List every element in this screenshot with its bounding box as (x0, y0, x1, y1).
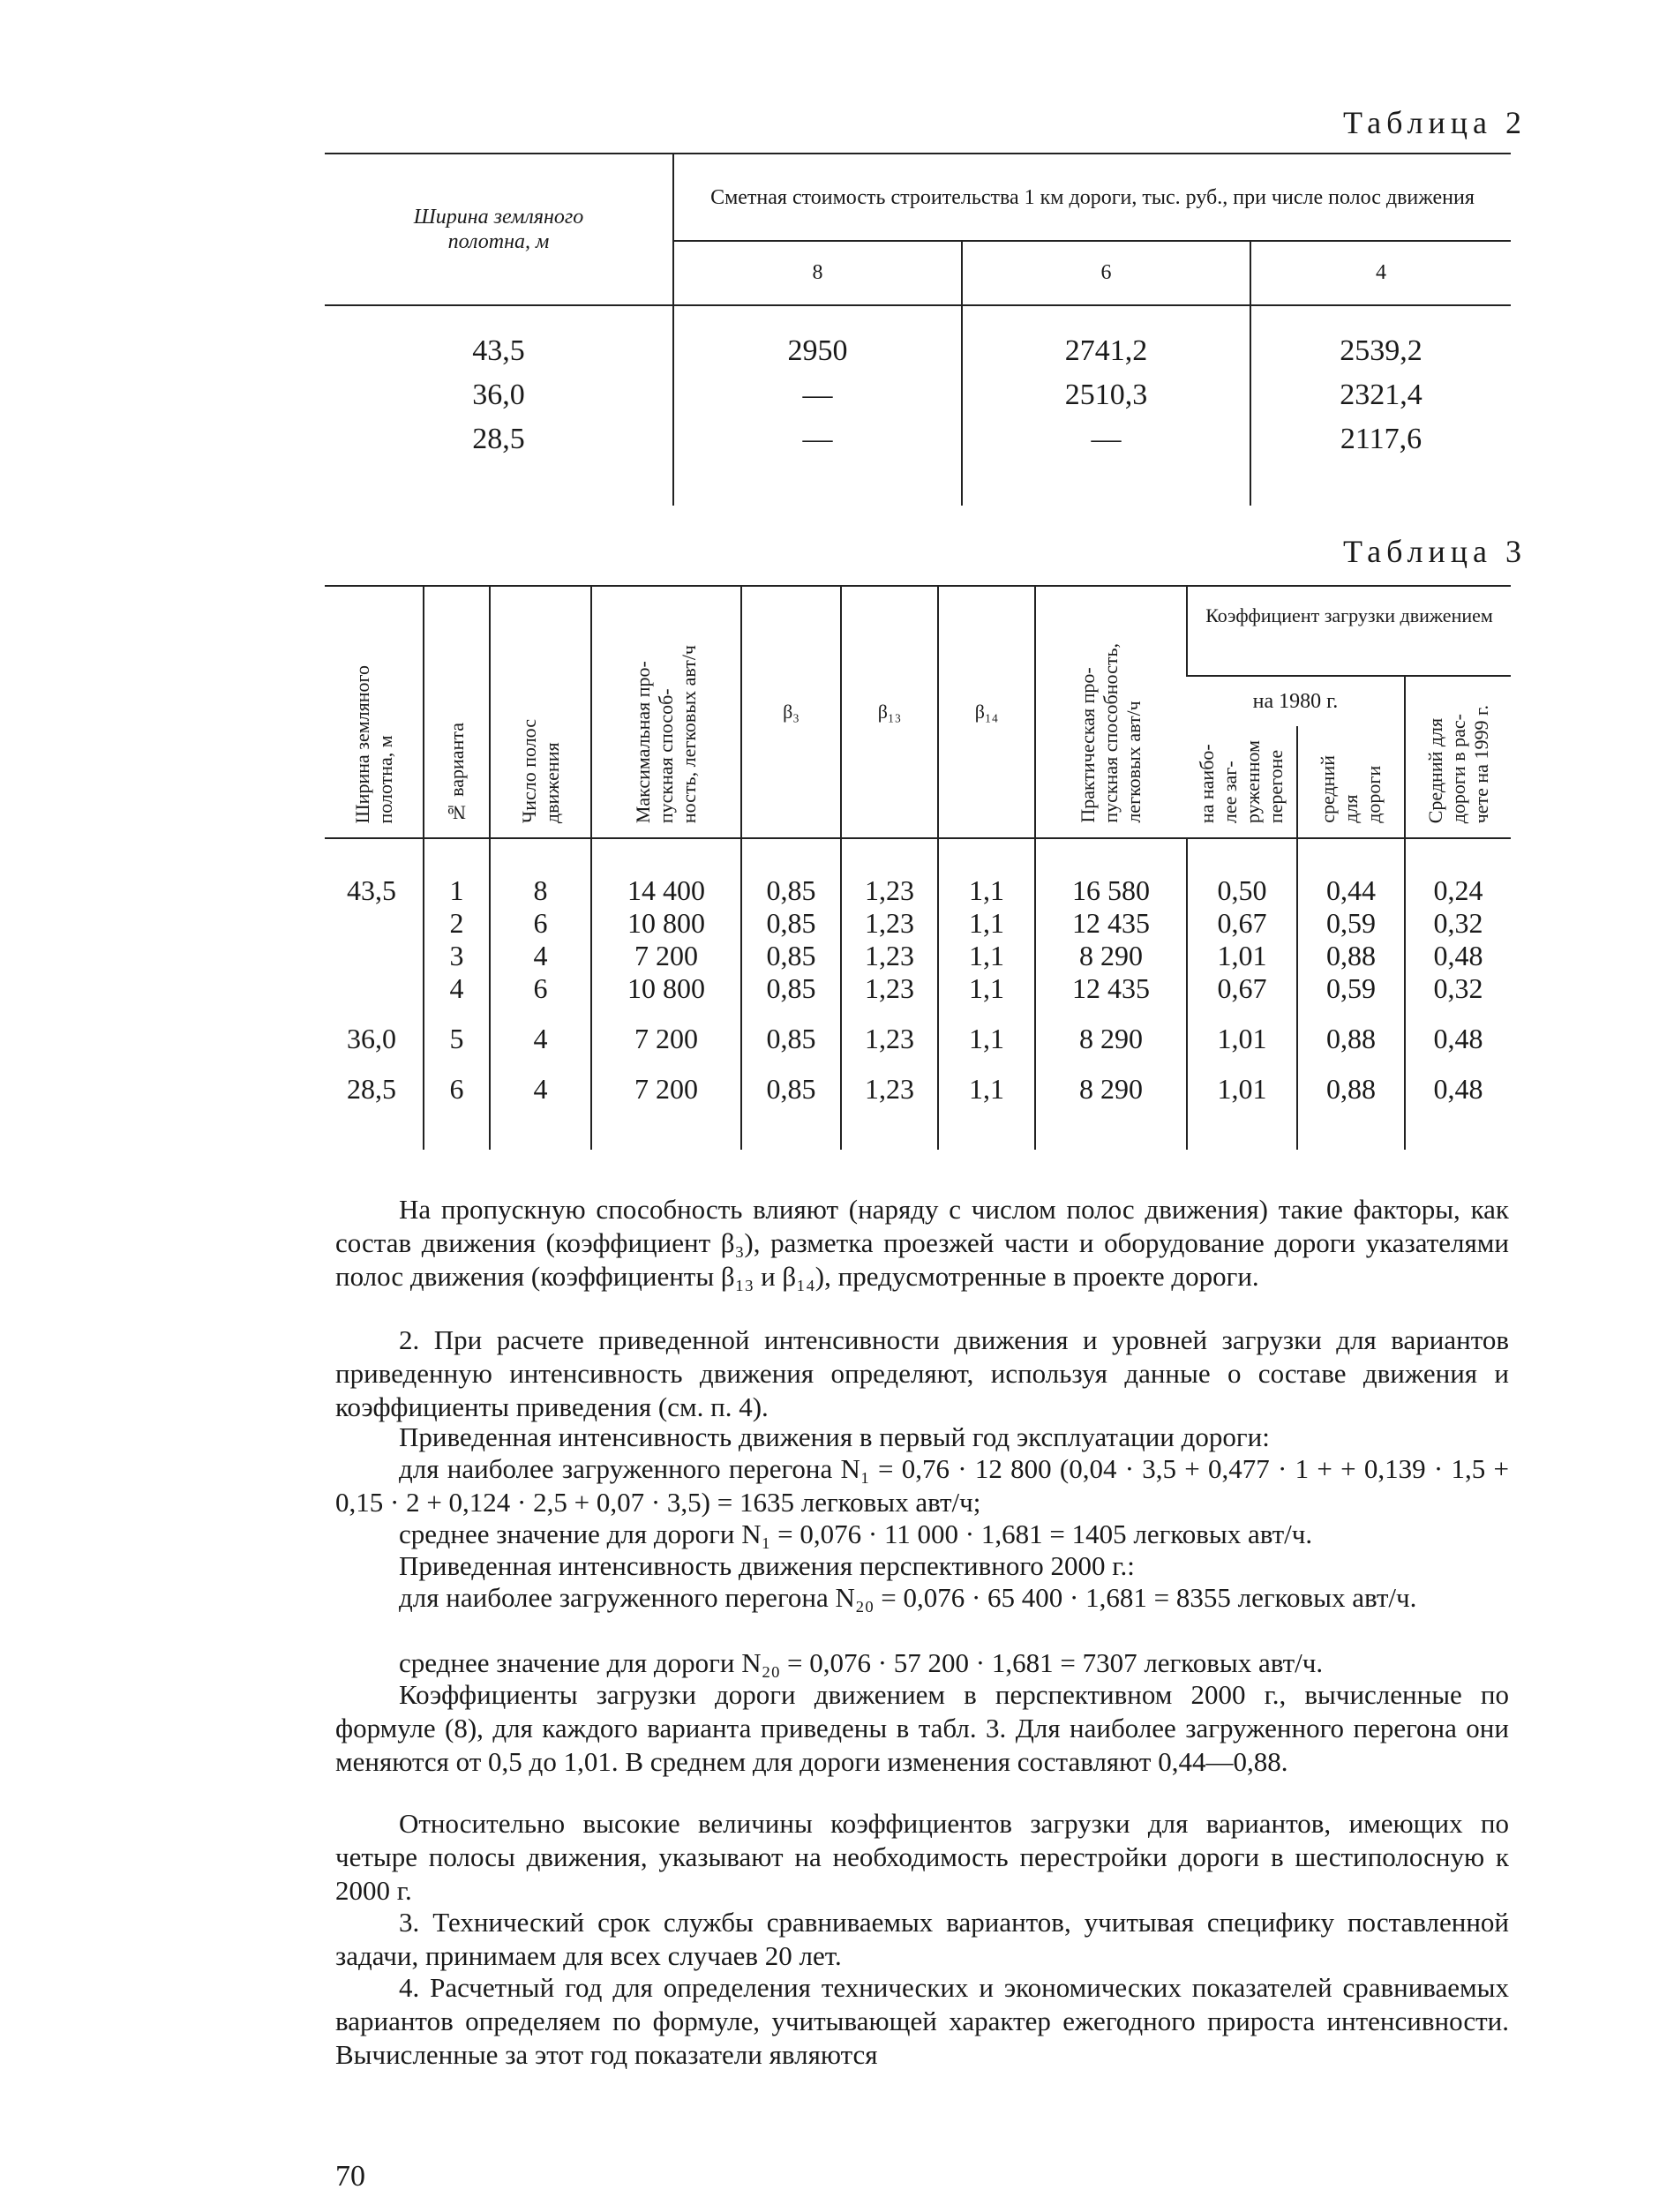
paragraph-busiest-section-perspective: для наиболее загруженного перегона N₂₀ = 0,076 · 65 400 · 1,681 = 8355 легковых авт/ч. (399, 1582, 1417, 1613)
table2-lane-header: 8 (673, 241, 962, 305)
paragraph-average-first-year: среднее значение для дороги N₁ = 0,076 · 11 000 · 1,681 = 1405 легковых авт/ч. (399, 1518, 1313, 1549)
paragraph-perspective-intensity: Приведенная интенсивность движения перспективного 2000 г.: (399, 1550, 1135, 1581)
table3 (325, 585, 1511, 1150)
table3-header-lanes: Число полос движения (517, 719, 563, 824)
table3-header-year1980: на 1980 г. (1187, 676, 1405, 726)
paragraph-item-3: 3. Технический срок службы сравниваемых вариантов, учитывая специфику поставленной задачи, принимаем для всех случаев 20 лет. (335, 1907, 1509, 1971)
table3-header-busiest: на наибо- лее заг- руженном перегоне (1196, 740, 1287, 824)
table3-header-width: Ширина земляного полотна, м (350, 664, 396, 824)
table2-col1-header: Ширина земляного полотна, м (413, 206, 584, 253)
table3-row: 3 4 7 200 0,85 1,23 1,1 8 290 1,01 0,88 0,48 (325, 940, 1511, 972)
paragraph-load-coefficients: Коэффициенты загрузки дороги движением в перспективном 2000 г., вычисленные по формуле (8), для каждого варианта приведены в табл. 3. Для наиболее загруженного перегона они меняются от 0,5 до 1,01. В среднем для дороги изменения составляют 0,44—0,88. (335, 1679, 1509, 1777)
table3-row: 2 6 10 800 0,85 1,23 1,1 12 435 0,67 0,59 0,32 (325, 907, 1511, 940)
table3-header-avg-road: средний для дороги (1317, 755, 1385, 824)
table2-lane-header: 4 (1250, 241, 1511, 305)
paragraph-item-4: 4. Расчетный год для определения технических и экономических показателей сравниваемых вариантов определяем по формуле, учитывающей характер ежегодного прироста интенсивности. Вычисленные за этот год показатели являются (335, 1972, 1509, 2070)
paragraph-high-load-values: Относительно высокие величины коэффициентов загрузки для вариантов, имеющих по четыре полосы движения, указывают на необходимость перестройки дороги в шестиполосную к 2000 г. (335, 1808, 1509, 1906)
table3-header-practical-capacity: Практическая про- пускная способность, легковых авт/ч (1077, 643, 1145, 824)
paragraph-first-year-intensity: Приведенная интенсивность движения в первый год эксплуатации дороги: (399, 1421, 1270, 1452)
table3-header-beta3: β₃ (741, 586, 841, 838)
table2-lane-header: 6 (962, 241, 1250, 305)
table3-row: 4 6 10 800 0,85 1,23 1,1 12 435 0,67 0,59 0,32 (325, 972, 1511, 1005)
table2-row: 28,5 — — 2117,6 (325, 417, 1511, 461)
table3-header-beta13: β₁₃ (841, 586, 938, 838)
paragraph-capacity-factors: На пропускную способность влияют (наряду с числом полос движения) такие факторы, как состав движения (коэффициент β₃), разметка проезжей части и оборудование дороги указателями полос движения (коэффициенты β₁₃ и β₁₄), предусмотренные в проекте дороги. (335, 1194, 1509, 1292)
table3-header-beta14: β₁₄ (938, 586, 1035, 838)
table3-header-max-capacity: Максимальная про- пускная способ- ность, легковых авт/ч (632, 645, 700, 824)
table2-caption: Таблица 2 (1343, 105, 1527, 140)
table2-row: 36,0 — 2510,3 2321,4 (325, 373, 1511, 417)
paragraph-busiest-section-first-year: для наиболее загруженного перегона N₁ = 0,76 · 12 800 (0,04 · 3,5 + 0,477 · 1 + + 0,139 · 1,5 + 0,15 · 2 + 0,124 · 2,5 + 0,07 · 3,5) = 1635 легковых авт/ч; (335, 1453, 1509, 1518)
table3-caption: Таблица 3 (1343, 534, 1527, 569)
table2-row: 43,5 2950 2741,2 2539,2 (325, 329, 1511, 373)
paragraph-average-perspective: среднее значение для дороги N₂₀ = 0,076 · 57 200 · 1,681 = 7307 легковых авт/ч. (399, 1647, 1324, 1678)
table2-group-header: Сметная стоимость строительства 1 км дороги, тыс. руб., при числе полос движения (673, 154, 1511, 241)
table3-row: 43,5 1 8 14 400 0,85 1,23 1,1 16 580 0,50 0,44 0,24 (325, 874, 1511, 907)
table3-header-load-group: Коэффициент загрузки движением (1187, 586, 1511, 676)
table3-row: 28,5 6 4 7 200 0,85 1,23 1,1 8 290 1,01 0,88 0,48 (325, 1073, 1511, 1106)
table3-header-avg-1999: Средний для дороги в рас- чете на 1999 г. (1423, 704, 1492, 824)
page-number: 70 (335, 2160, 365, 2193)
table3-header-variant: № варианта (445, 722, 468, 824)
table3-row: 36,0 5 4 7 200 0,85 1,23 1,1 8 290 1,01 0,88 0,48 (325, 1023, 1511, 1055)
paragraph-item-2: 2. При расчете приведенной интенсивности движения и уровней загрузки для вариантов приведенную интенсивность движения определяют, используя данные о составе движения и коэффициенты приведения (см. п. 4). (335, 1324, 1509, 1422)
table2 (325, 153, 1511, 506)
